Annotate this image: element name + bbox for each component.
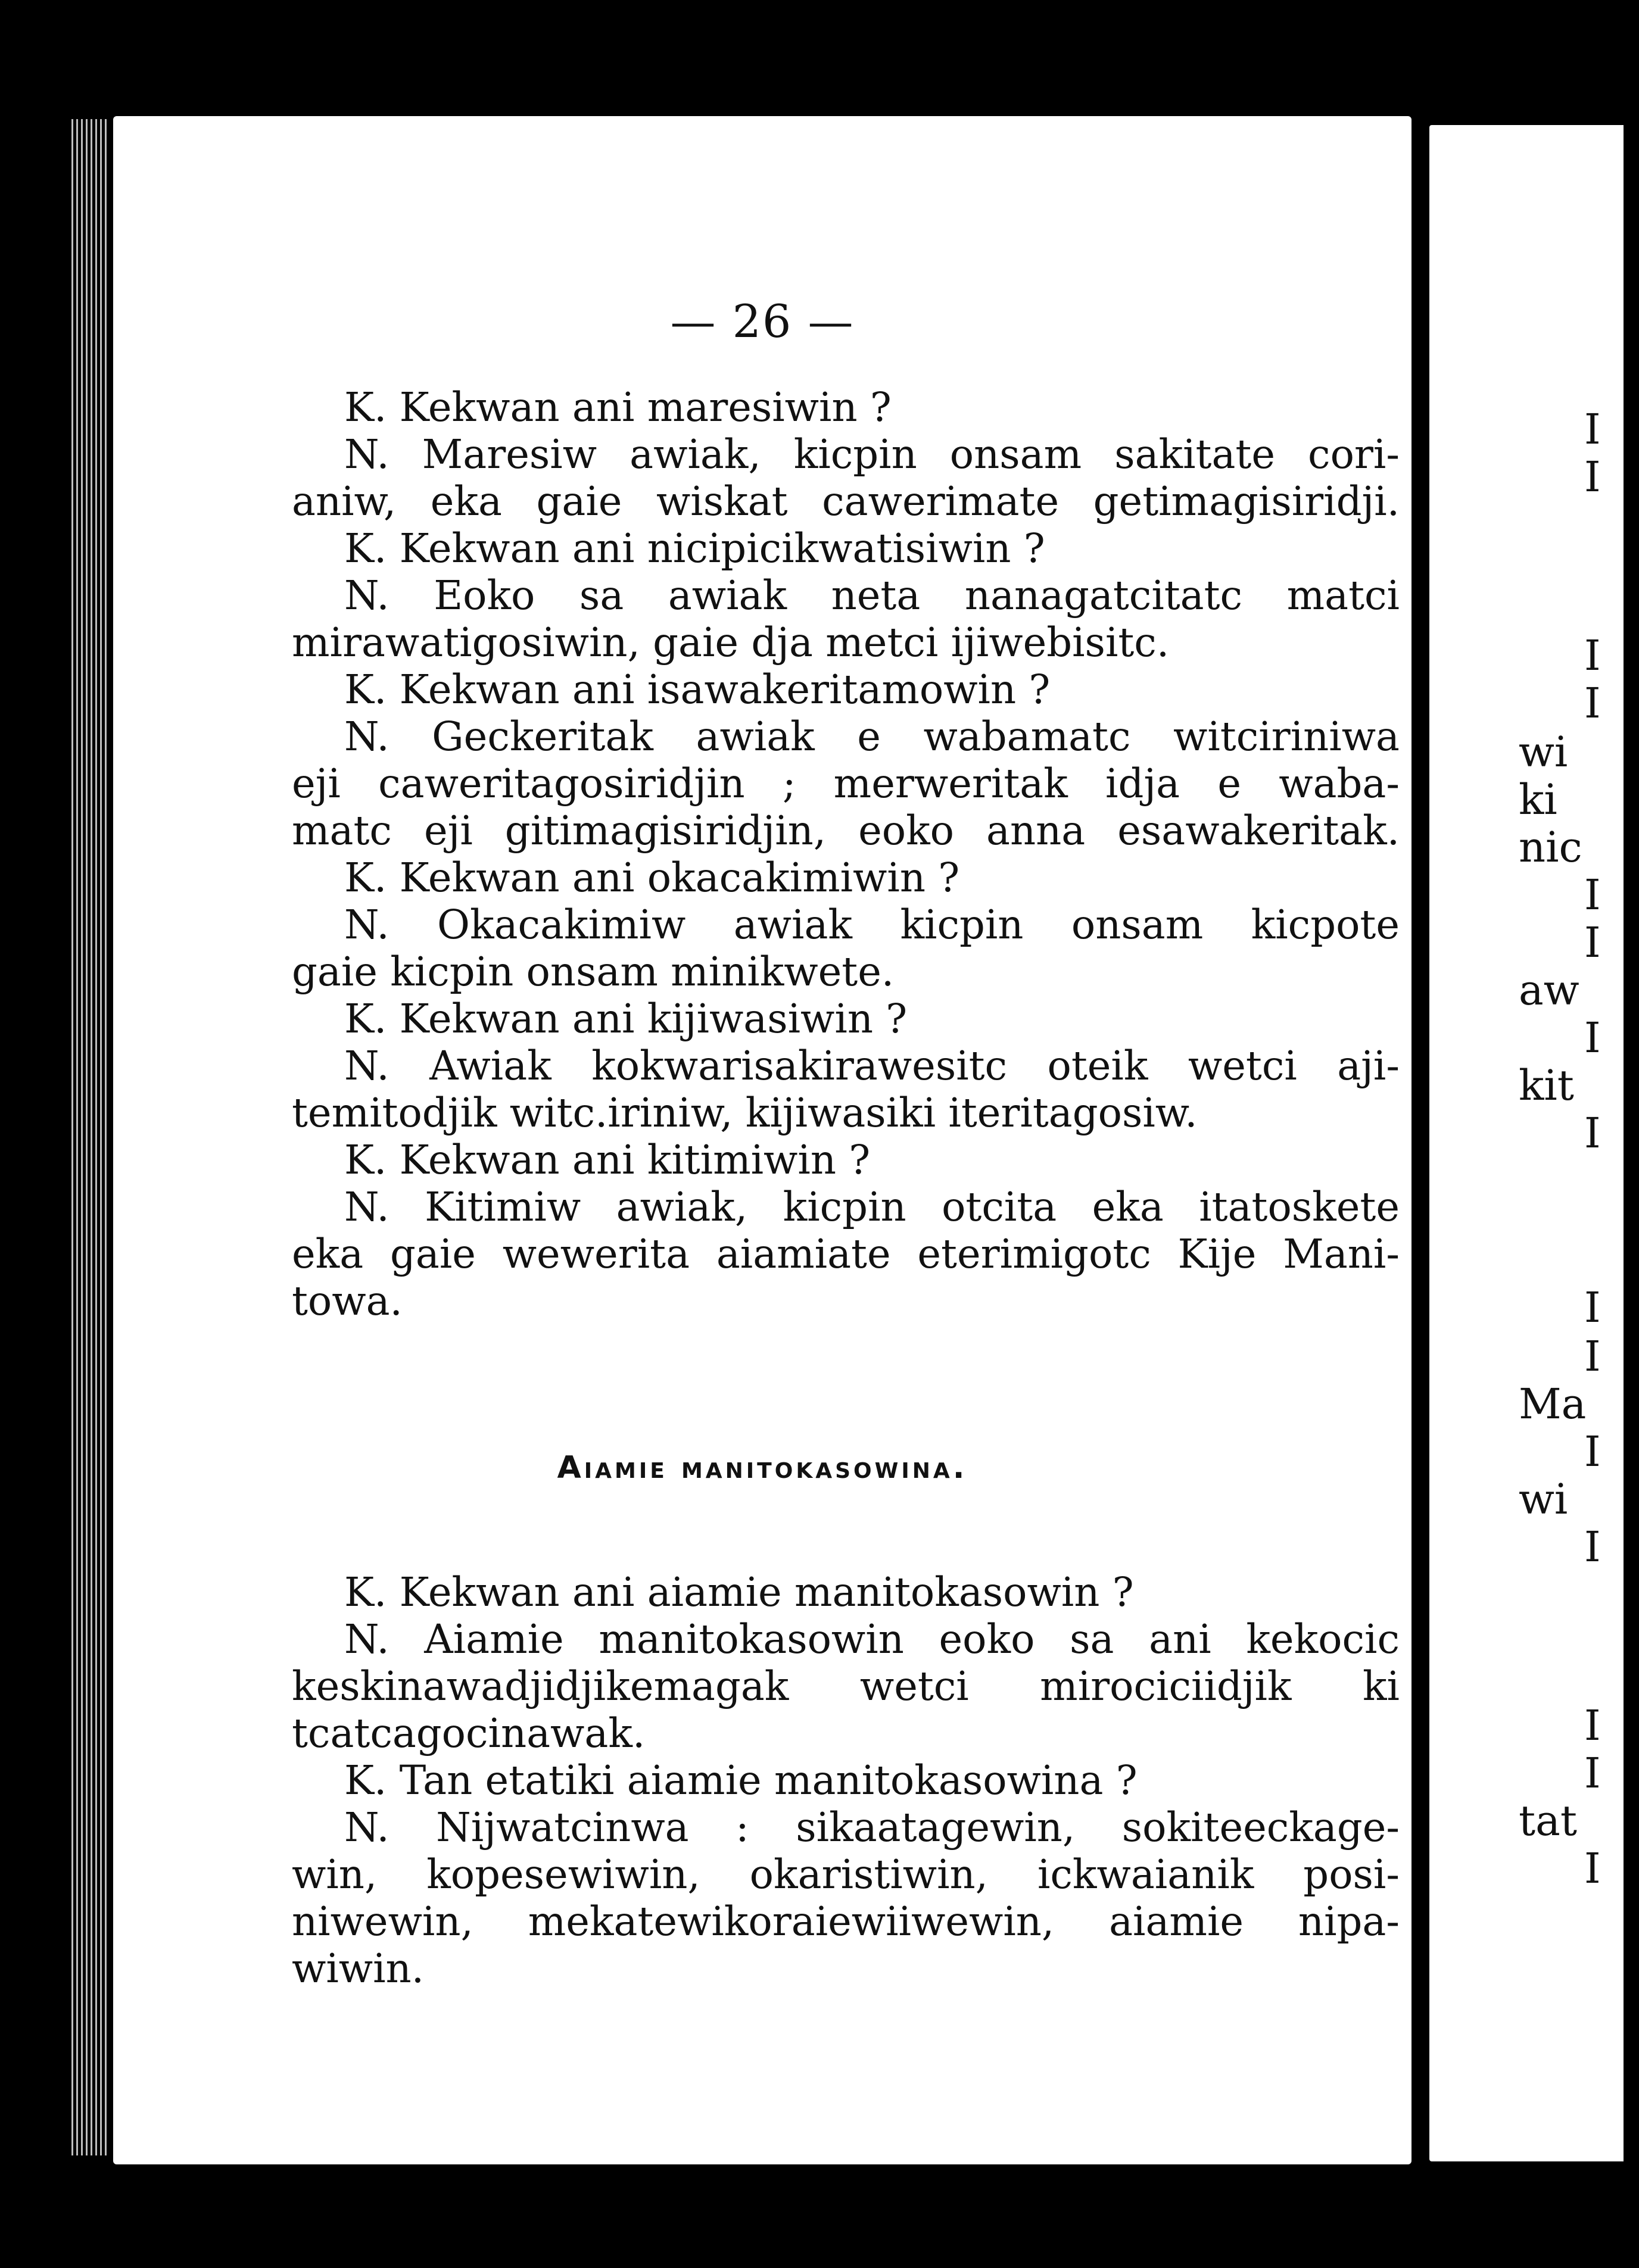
adjacent-page-text-fragment: I [1584, 1013, 1601, 1062]
text-line: N. Awiak kokwarisakirawesitc oteik wetci aji- [344, 1043, 1400, 1089]
page-number: — 26 — [670, 295, 855, 348]
text-line: N. Okacakimiw awiak kicpin onsam kicpote [344, 901, 1400, 948]
adjacent-page-text-fragment: ki [1519, 775, 1557, 824]
text-line: tcatcagocinawak. [292, 1710, 646, 1757]
text-line: N. Eoko sa awiak neta nanagatcitatc matci [344, 572, 1400, 619]
adjacent-page-text-fragment: I [1584, 453, 1601, 501]
text-line: keskinawadjidjikemagak wetci mirociciidjik ki [292, 1663, 1400, 1709]
adjacent-page-text-fragment: I [1584, 1283, 1601, 1332]
book-page [113, 116, 1411, 2164]
adjacent-page-text-fragment: I [1584, 1427, 1601, 1476]
adjacent-page-text-fragment: I [1584, 871, 1601, 919]
text-line: N. Geckeritak awiak e wabamatc witciriniwa [344, 713, 1400, 760]
text-line: K. Kekwan ani kitimiwin ? [344, 1137, 871, 1183]
text-line: K. Kekwan ani nicipicikwatisiwin ? [344, 525, 1045, 572]
adjacent-page-text-fragment: I [1584, 1332, 1601, 1381]
text-line: K. Kekwan ani isawakeritamowin ? [344, 666, 1051, 713]
page-stack-edge [71, 119, 107, 2155]
text-line: matc eji gitimagisiridjin, eoko anna esawakeritak. [292, 807, 1400, 854]
text-line: mirawatigosiwin, gaie dja metci ijiwebisitc. [292, 619, 1170, 666]
adjacent-page-text-fragment: I [1584, 918, 1601, 967]
adjacent-page-text-fragment: wi [1519, 1475, 1568, 1524]
text-line: K. Kekwan ani maresiwin ? [344, 384, 892, 430]
adjacent-page-text-fragment: I [1584, 679, 1601, 728]
text-line: wiwin. [292, 1945, 425, 1992]
adjacent-page-text-fragment: wi [1519, 728, 1568, 776]
adjacent-page-text-fragment: I [1584, 1844, 1601, 1893]
adjacent-page-text-fragment: aw [1519, 966, 1579, 1015]
text-line: niwewin, mekatewikoraiewiiwewin, aiamie nipa- [292, 1898, 1400, 1945]
adjacent-page-text-fragment: kit [1519, 1061, 1574, 1110]
text-line: K. Kekwan ani kijiwasiwin ? [344, 996, 908, 1042]
text-line: N. Kitimiw awiak, kicpin otcita eka itatoskete [344, 1184, 1400, 1230]
section-heading: Aiamie manitokasowina. [557, 1450, 968, 1486]
adjacent-page-text-fragment: Ma [1519, 1380, 1587, 1428]
adjacent-page-text-fragment: nic [1519, 823, 1582, 872]
text-line: N. Aiamie manitokasowin eoko sa ani kekocic [344, 1616, 1400, 1662]
adjacent-page-text-fragment: I [1584, 1749, 1601, 1798]
adjacent-page-text-fragment: tat [1519, 1796, 1577, 1845]
page-gutter-shadow [1624, 125, 1639, 2161]
text-line: gaie kicpin onsam minikwete. [292, 949, 895, 995]
text-line: eka gaie wewerita aiamiate eterimigotc Kije Mani- [292, 1231, 1400, 1277]
text-line: N. Maresiw awiak, kicpin onsam sakitate cori- [344, 431, 1400, 478]
adjacent-page-text-fragment: I [1584, 1523, 1601, 1571]
text-line: N. Nijwatcinwa : sikaatagewin, sokiteeckage- [344, 1804, 1400, 1851]
text-line: K. Kekwan ani aiamie manitokasowin ? [344, 1569, 1134, 1615]
text-line: win, kopesewiwin, okaristiwin, ickwaianik posi- [292, 1851, 1400, 1898]
text-line: temitodjik witc.iriniw, kijiwasiki iteritagosiw. [292, 1090, 1198, 1136]
text-line: K. Tan etatiki aiamie manitokasowina ? [344, 1757, 1138, 1804]
text-line: K. Kekwan ani okacakimiwin ? [344, 854, 960, 901]
text-line: eji caweritagosiridjin ; merweritak idja e waba- [292, 760, 1400, 807]
adjacent-page-text-fragment: I [1584, 631, 1601, 680]
adjacent-page-text-fragment: I [1584, 405, 1601, 454]
adjacent-page-fragment [1429, 125, 1639, 2161]
text-line: towa. [292, 1278, 403, 1324]
section-text [292, 1569, 1400, 1992]
adjacent-page-text-fragment: I [1584, 1109, 1601, 1158]
adjacent-page-text-fragment: I [1584, 1701, 1601, 1750]
text-line: aniw, eka gaie wiskat cawerimate getimagisiridji. [292, 478, 1400, 525]
catechism-text [292, 384, 1400, 1325]
